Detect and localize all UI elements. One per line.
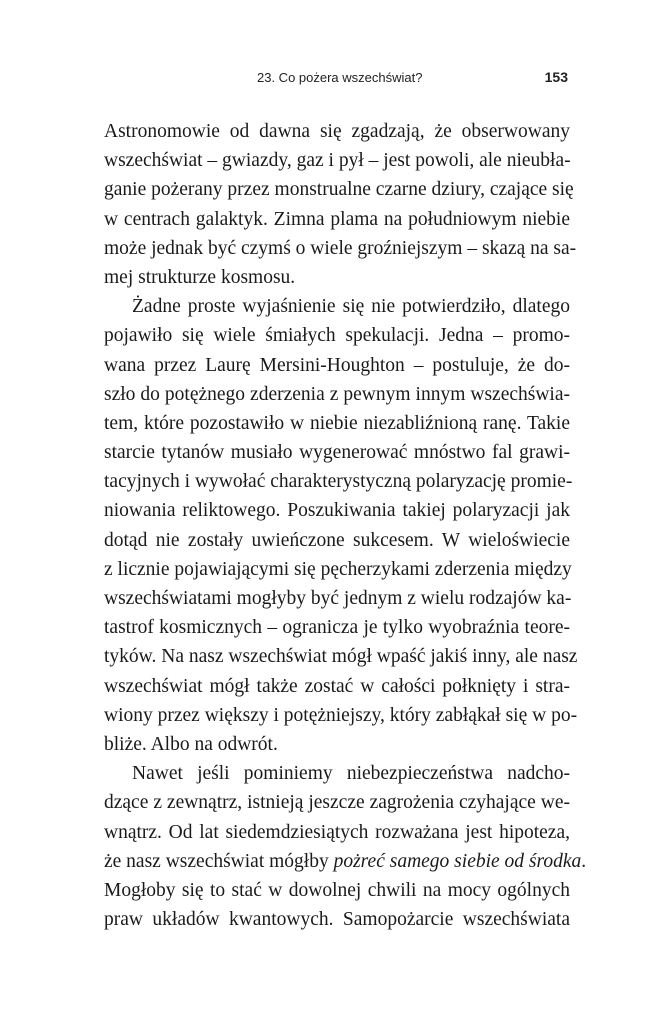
text-line: dzące z zewnątrz, istnieją jeszcze zagrożenia czyhające we- (104, 792, 570, 814)
text-line: pojawiło się wiele śmiałych spekulacji. Jedna – promo- (104, 325, 570, 347)
text-line: wana przez Laurę Mersini-Houghton – postuluje, że do- (104, 354, 570, 376)
text-line: bliże. Albo na odwrót. (104, 733, 278, 755)
text-line: tyków. Na nasz wszechświat mógł wpaść jakiś inny, ale nasz (104, 646, 578, 668)
text-line: niowania reliktowego. Poszukiwania takiej polaryzacji jak (104, 500, 570, 522)
text-segment: . (581, 850, 587, 872)
text-line: wszechświatami mogłyby być jednym z wielu rodzajów ka- (104, 588, 572, 609)
text-line: praw układów kwantowych. Samopożarcie wszechświata (104, 909, 570, 931)
text-line: wiony przez większy i potężniejszy, który zabłąkał się w po- (104, 704, 578, 726)
text-line: tacyjnych i wywołać charakterystyczną polaryzację promie- (104, 471, 573, 493)
text-line: wnątrz. Od lat siedemdziesiątych rozważana jest hipoteza, (104, 821, 570, 843)
text-line: wszechświat mógł także zostać w całości połknięty i stra- (104, 675, 570, 697)
text-line: starcie tytanów musiało wygenerować mnóstwo fal grawi- (104, 442, 570, 464)
chapter-title: 23. Co pożera wszechświat? (257, 70, 423, 85)
page-number: 153 (544, 69, 568, 85)
text-line: dotąd nie zostały uwieńczone sukcesem. W wieloświecie (104, 529, 570, 551)
text-line: wszechświat – gwiazdy, gaz i pył – jest powoli, ale nieubła- (104, 150, 571, 172)
running-header (104, 70, 568, 90)
text-line: mej strukturze kosmosu. (104, 266, 296, 288)
text-line: tem, które pozostawiło w niebie niezabliźnioną ranę. Takie (104, 412, 570, 434)
text-line: w centrach galaktyk. Zimna plama na południowym niebie (104, 208, 570, 230)
body-text (104, 117, 587, 934)
text-line: szło do potężnego zderzenia z pewnym innym wszechświa- (104, 383, 570, 405)
text-segment: że nasz wszechświat mógłby (104, 850, 334, 872)
italic-phrase: pożreć samego siebie od środka (333, 850, 582, 872)
text-line: może jednak być czymś o wiele groźniejszym – skazą na sa- (104, 237, 577, 259)
text-line: ganie pożerany przez monstrualne czarne dziury, czające się (104, 179, 574, 201)
text-line: tastrof kosmicznych – ogranicza je tylko wyobraźnia teore- (104, 617, 570, 639)
text-line: Astronomowie od dawna się zgadzają, że obserwowany (104, 121, 570, 142)
text-line: Żadne proste wyjaśnienie się nie potwierdziło, dlatego (132, 296, 570, 318)
text-line: Nawet jeśli pominiemy niebezpieczeństwa nadcho- (132, 763, 570, 785)
text-line: Mogłoby się to stać w dowolnej chwili na mocy ogólnych (104, 879, 570, 901)
text-line: z licznie pojawiającymi się pęcherzykami zderzenia między (104, 558, 572, 580)
text-line-with-italic (104, 847, 587, 876)
